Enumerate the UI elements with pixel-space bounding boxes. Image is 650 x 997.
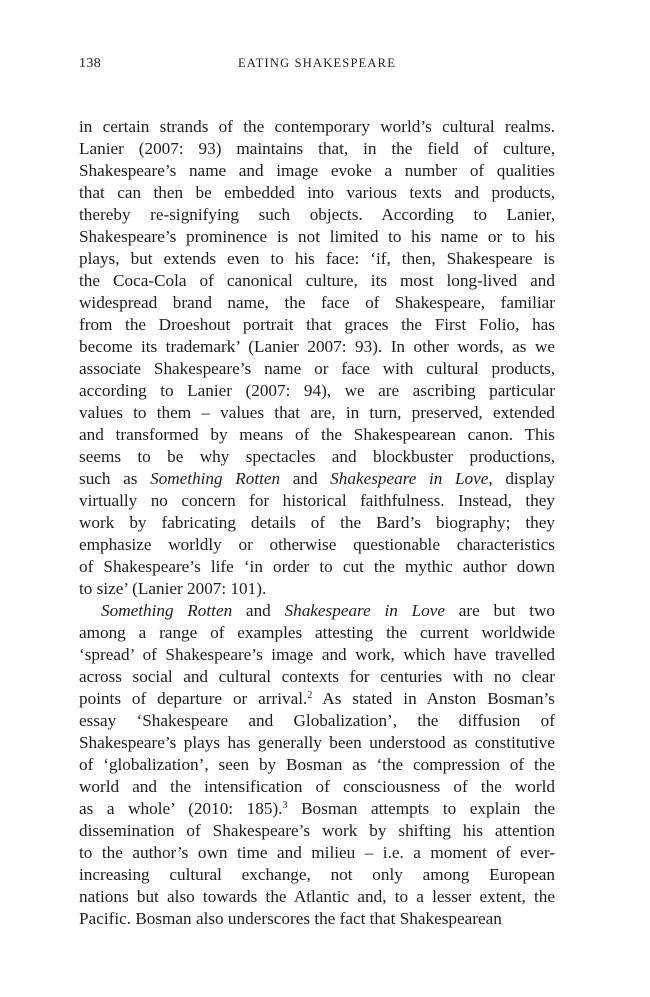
text-line — [79, 358, 555, 380]
text-line — [79, 776, 555, 798]
running-header — [79, 56, 555, 76]
text-line — [79, 336, 555, 358]
text-run: , display — [488, 469, 555, 488]
text-line — [79, 600, 555, 622]
text-line — [79, 314, 555, 336]
text-line — [79, 798, 555, 820]
text-line — [79, 842, 555, 864]
text-line — [79, 204, 555, 226]
text-run: seems to be why spectacles and blockbuster productions, — [79, 447, 555, 466]
text-run: and transformed by means of the Shakespearean canon. This — [79, 425, 555, 444]
text-line — [79, 116, 555, 138]
text-run: are but two — [445, 601, 555, 620]
text-line — [79, 578, 555, 600]
text-line — [79, 270, 555, 292]
text-line — [79, 182, 555, 204]
text-line — [79, 908, 555, 930]
body-text — [79, 116, 555, 930]
text-run: as a whole’ (2010: 185). — [79, 799, 283, 818]
page-number: 138 — [79, 56, 102, 71]
text-line — [79, 622, 555, 644]
text-run: and — [232, 601, 285, 620]
text-run: to the author’s own time and milieu – i.e. a moment of ever- — [79, 843, 555, 862]
text-line — [79, 886, 555, 908]
text-run: according to Lanier (2007: 94), we are ascribing particular — [79, 381, 555, 400]
text-run: Shakespeare’s plays has generally been understood as constitutive — [79, 733, 555, 752]
italic-title: Something Rotten — [150, 469, 281, 488]
text-line — [79, 710, 555, 732]
italic-title: Shakespeare in Love — [330, 469, 489, 488]
text-run: thereby re-signifying such objects. According to Lanier, — [79, 205, 555, 224]
text-line — [79, 468, 555, 490]
footnote-marker: 3 — [282, 800, 288, 811]
text-run: work by fabricating details of the Bard’s biography; they — [79, 513, 555, 532]
text-run: that can then be embedded into various texts and products, — [79, 183, 555, 202]
text-run: and — [280, 469, 331, 488]
text-run: nations but also towards the Atlantic and, to a lesser extent, the — [79, 887, 555, 906]
running-title: EATING SHAKESPEARE — [237, 56, 397, 70]
text-run: ‘spread’ of Shakespeare’s image and work, which have travelled — [79, 645, 555, 664]
text-run: of ‘globalization’, seen by Bosman as ‘the compression of the — [79, 755, 555, 774]
text-run: Bosman attempts to explain the — [287, 799, 555, 818]
text-run: the Coca-Cola of canonical culture, its most long-lived and — [79, 271, 555, 290]
text-line — [79, 138, 555, 160]
text-run: Shakespeare’s prominence is not limited to his name or to his — [79, 227, 555, 246]
text-run: from the Droeshout portrait that graces the First Folio, has — [79, 315, 555, 334]
text-line — [79, 402, 555, 424]
text-run: values to them – values that are, in turn, preserved, extended — [79, 403, 555, 422]
text-line — [79, 732, 555, 754]
text-line — [79, 248, 555, 270]
text-run: increasing cultural exchange, not only among European — [79, 865, 555, 884]
text-line — [79, 292, 555, 314]
text-run: of Shakespeare’s life ‘in order to cut the mythic author down — [79, 557, 555, 576]
text-run: to size’ (Lanier 2007: 101). — [79, 579, 267, 598]
text-run: such as — [79, 469, 151, 488]
text-run: world and the intensification of consciousness of the world — [79, 777, 555, 796]
text-run: Lanier (2007: 93) maintains that, in the field of culture, — [79, 139, 555, 158]
text-run: As stated in Anston Bosman’s — [312, 689, 555, 708]
text-run: in certain strands of the contemporary world’s cultural realms. — [79, 117, 555, 136]
italic-title: Shakespeare in Love — [284, 601, 445, 620]
paragraph — [79, 600, 555, 930]
text-line — [79, 512, 555, 534]
text-run: among a range of examples attesting the current worldwide — [79, 623, 555, 642]
text-run: become its trademark’ (Lanier 2007: 93). In other words, as we — [79, 337, 555, 356]
text-line — [79, 688, 555, 710]
text-run: emphasize worldly or otherwise questionable characteristics — [79, 535, 555, 554]
text-run: virtually no concern for historical faithfulness. Instead, they — [79, 491, 555, 510]
text-run: Shakespeare’s name and image evoke a number of qualities — [79, 161, 555, 180]
text-line — [79, 556, 555, 578]
text-line — [79, 534, 555, 556]
text-line — [79, 490, 555, 512]
text-line — [79, 424, 555, 446]
text-run: Pacific. Bosman also underscores the fact that Shakespearean — [79, 909, 502, 928]
text-line — [79, 160, 555, 182]
text-run: across social and cultural contexts for centuries with no clear — [79, 667, 555, 686]
text-run: dissemination of Shakespeare’s work by shifting his attention — [79, 821, 555, 840]
text-run: associate Shakespeare’s name or face with cultural products, — [79, 359, 555, 378]
italic-title: Something Rotten — [101, 601, 233, 620]
text-line — [79, 754, 555, 776]
text-run: points of departure or arrival. — [79, 689, 308, 708]
text-run: essay ‘Shakespeare and Globalization’, the diffusion of — [79, 711, 555, 730]
paragraph — [79, 116, 555, 600]
text-line — [79, 446, 555, 468]
text-line — [79, 820, 555, 842]
text-line — [79, 644, 555, 666]
text-run: widespread brand name, the face of Shakespeare, familiar — [79, 293, 555, 312]
text-run: plays, but extends even to his face: ‘if, then, Shakespeare is — [79, 249, 555, 268]
text-line — [79, 380, 555, 402]
text-line — [79, 666, 555, 688]
text-line — [79, 864, 555, 886]
footnote-marker: 2 — [307, 690, 313, 701]
text-line — [79, 226, 555, 248]
